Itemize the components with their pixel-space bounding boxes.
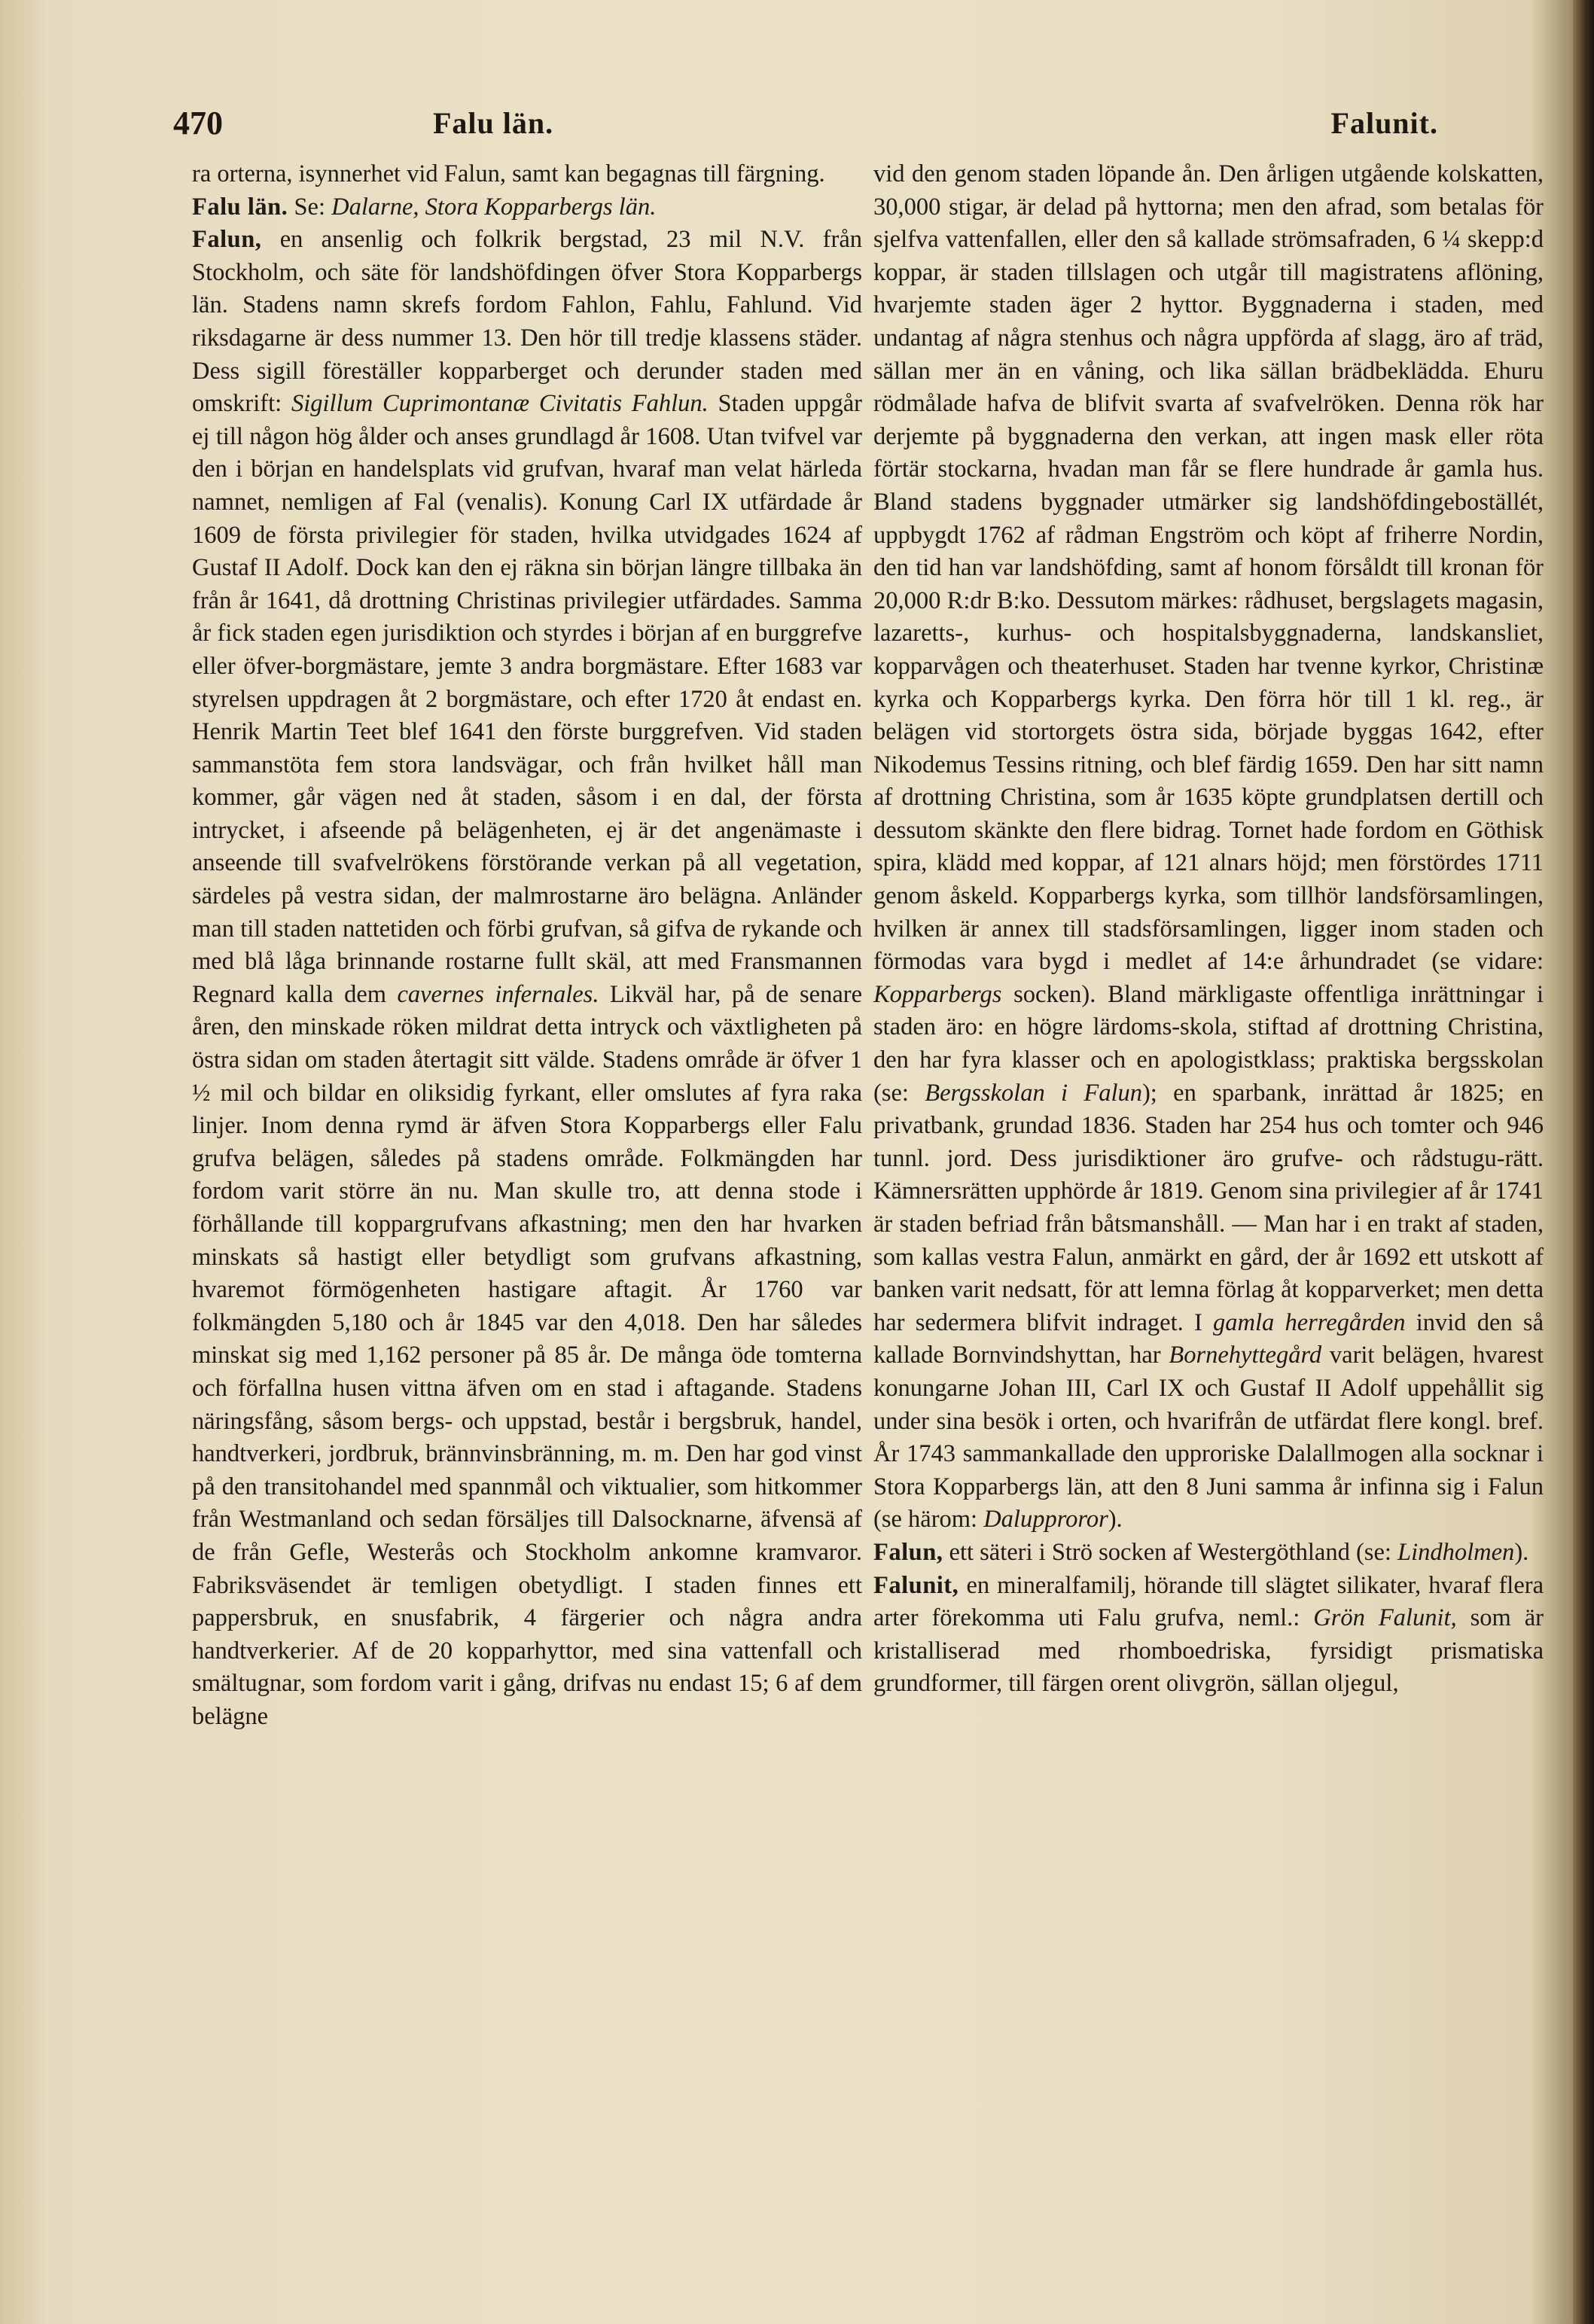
cross-reference: Bergsskolan i Falun [925,1079,1142,1107]
right-column [873,158,1544,1701]
place-name: gamla herregården [1213,1308,1406,1336]
cross-reference: Dalarne, Stora Kopparbergs län. [331,193,657,221]
cross-reference: Lindholmen [1397,1538,1515,1566]
entry-falunit: Falunit, en mineralfamilj, hörande till slägtet silikater, hvaraf flera arter förekomma uti Falu grufva, neml.: Grön Falunit, som är kristalliserad med rhomboedriska, fyrsidigt prismatiska grundformer, till färgen orent olivgrön, sällan oljegul, [873,1571,1544,1698]
header-right-title: Falunit. [1330,106,1438,140]
cross-reference: Dalupproror [983,1506,1108,1534]
seal-inscription: Sigillum Cuprimontanæ Civitatis Fahlun. [291,390,709,418]
entry-falu-lan: Falu län. Se: Dalarne, Stora Kopparbergs län. [192,193,657,221]
headword: Falun, [873,1538,943,1566]
mineral-name: Grön Falunit, [1313,1604,1457,1632]
headword: Falu län. [192,193,288,221]
quoted-phrase: cavernes infernales. [397,980,599,1008]
entry-falun-sateri: Falun, ett säteri i Strö socken af Westergöthland (se: Lindholmen). [873,1538,1529,1566]
headword: Falun, [192,226,262,254]
running-header [151,96,1446,149]
left-column [192,158,862,1734]
headword: Falunit, [873,1571,959,1599]
page-number: 470 [173,105,223,142]
cross-reference: Kopparbergs [873,980,1002,1008]
book-spine-shadow [1573,0,1594,2324]
entry-falun-continued: vid den genom staden löpande ån. Den årligen utgående kolskatten, 30,000 stigar, är delad på hyttorna; men den afrad, som betalas för sjelfva vattenfallen, eller den så kallade strömsafraden, 6 ¼ skepp:d koppar, är staden tillslagen och utgår till magistratens aflöning, hvarjemte staden äger 2 hyttor. Byggnaderna i staden, med undantag af några stenhus och några uppförda af slagg, äro af träd, sällan mer än en våning, och lika sällan brädbeklädda. Ehuru rödmålade hafva de blifvit svarta af svafvelröken. Denna rök har derjemte på byggnaderna den verkan, att ingen mask eller röta förtär stockarna, hvadan man får se flere hundrade år gamla hus. Bland stadens byggnader utmärker sig landshöfdingeboställét, uppbygdt 1762 af rådman Engström och köpt af friherre Nordin, den tid han var landshöfding, samt af honom försåldt till kronan för 20,000 R:dr B:ko. Dessutom märkes: rådhuset, bergslagets magasin, lazaretts-, kurhus- och hospitalsbyggnaderna, landskansliet, kopparvågen och theaterhuset. Staden har tvenne kyrkor, Christinæ kyrka och Kopparbergs kyrka. Den förra hör till 1 kl. reg., är belägen vid stortorgets östra sida, började byggas 1642, efter Nikodemus Tessins ritning, och blef färdig 1659. Den har sitt namn af drottning Christina, som år 1635 köpte grundplatsen dertill och dessutom skänkte den flere bidrag. Tornet hade fordom en Göthisk spira, klädd med koppar, af 121 alnars höjd; men förstördes 1711 genom åskeld. Kopparbergs kyrka, som tillhör landsförsamlingen, hvilken är annex till stadsförsamlingen, ligger inom staden och förmodas vara bygd i medlet af 14:e århundradet (se vidare: Kopparbergs socken). Bland märkligaste offentliga inrättningar i staden äro: en högre lärdoms-skola, stiftad af drottning Christina, den har fyra klasser och en apologistklass; praktiska bergsskolan (se: Bergsskolan i Falun); en sparbank, inrättad år 1825; en privatbank, grundad 1836. Staden har 254 hus och tomter och 946 tunnl. jord. Dess jurisdiktioner äro grufve- och rådstugu-rätt. Kämnersrätten upphörde år 1819. Genom sina privilegier af år 1741 är staden befriad från båtsmanshåll. — Man har i en trakt af staden, som kallas vestra Falun, anmärkt en gård, der år 1692 ett utskott af banken varit nedsatt, för att lemna förlag åt kopparverket; men detta har sedermera blifvit indraget. I gamla herregården invid den så kallade Bornvindshyttan, har Bornehyttegård varit belägen, hvarest konungarne Johan III, Carl IX och Gustaf II Adolf uppehållit sig under sina besök i orten, och hvarifrån de utfärdat flere kongl. bref. År 1743 sammankallade den upproriske Dalallmogen alla socknar i Stora Kopparbergs län, att den 8 Juni samma år infinna sig i Falun (se härom: Dalupproror). [873,160,1544,1534]
place-name: Bornehyttegård [1169,1342,1322,1369]
paragraph: ra orterna, isynnerhet vid Falun, samt kan begagnas till färgning. [192,160,825,187]
header-left-title: Falu län. [433,106,554,140]
entry-falun: Falun, en ansenlig och folkrik bergstad, 23 mil N.V. från Stockholm, och säte för landshöfdingen öfver Stora Kopparbergs län. Stadens namn skrefs fordom Fahlon, Fahlu, Fahlund. Vid riksdagarne är dess nummer 13. Den hör till tredje klassens städer. Dess sigill föreställer kopparberget och derunder staden med omskrift: Sigillum Cuprimontanæ Civitatis Fahlun. Staden uppgår ej till någon hög ålder och anses grundlagd år 1608. Utan tvifvel var den i början en handelsplats vid grufvan, hvaraf man velat härleda namnet, nemligen af Fal (venalis). Konung Carl IX utfärdade år 1609 de första privilegier för staden, hvilka utvidgades 1624 af Gustaf II Adolf. Dock kan den ej räkna sin början längre tillbaka än från år 1641, då drottning Christinas privilegier utfärdades. Samma år fick staden egen jurisdiktion och styrdes i början af en burggrefve eller öfver-borgmästare, jemte 3 andra borgmästare. Efter 1683 var styrelsen uppdragen åt 2 borgmästare, och efter 1720 åt endast en. Henrik Martin Teet blef 1641 den förste burggrefven. Vid staden sammanstöta fem stora landsvägar, och från hvilket håll man kommer, går vägen ned åt staden, såsom i en dal, der första intrycket, i afseende på belägenheten, ej är det angenämaste i anseende till svafvelrökens förstörande verkan på all vegetation, särdeles på vestra sidan, der malmrostarne äro belägna. Anländer man till staden nattetiden och förbi grufvan, så gifva de rykande och med blå låga brinnande rostarne fullt skäl, att med Fransmannen Regnard kalla dem cavernes infernales. Likväl har, på de senare åren, den minskade röken mildrat detta intryck och växtligheten på östra sidan om staden återtagit sitt välde. Stadens område är öfver 1 ½ mil och bildar en oliksidig fyrkant, eller omslutes af fyra raka linjer. Inom denna rymd är äfven Stora Kopparbergs eller Falu grufva belägen, således på stadens område. Folkmängden har fordom varit större än nu. Man skulle tro, att denna stode i förhållande till koppargrufvans afkastning; men den har hvarken minskats så hastigt eller betydligt som grufvans afkastning, hvaremot förmögenheten hastigare aftagit. År 1760 var folkmängden 5,180 och år 1845 var den 4,018. Den har således minskat sig med 1,162 personer på 85 år. De många öde tomterna och förfallna husen vittna äfven om en stad i aftagande. Stadens näringsfång, såsom bergs- och uppstad, består i bergsbruk, handel, handtverkeri, jordbruk, brännvinsbränning, m. m. Den har god vinst på den transitohandel med spannmål och viktualier, som hitkommer från Westmanland och sedan försäljes till Dalsocknarne, äfvensä af de från Gefle, Westerås och Stockholm ankomne kramvaror. Fabriksväsendet är temligen obetydligt. I staden finnes ett pappersbruk, en snusfabrik, 4 färgerier och några andra handtverkerier. Af de 20 kopparhyttor, med sina vattenfall och smältugnar, som fordom varit i gång, drifvas nu endast 15; 6 af dem belägne [192,226,862,1730]
